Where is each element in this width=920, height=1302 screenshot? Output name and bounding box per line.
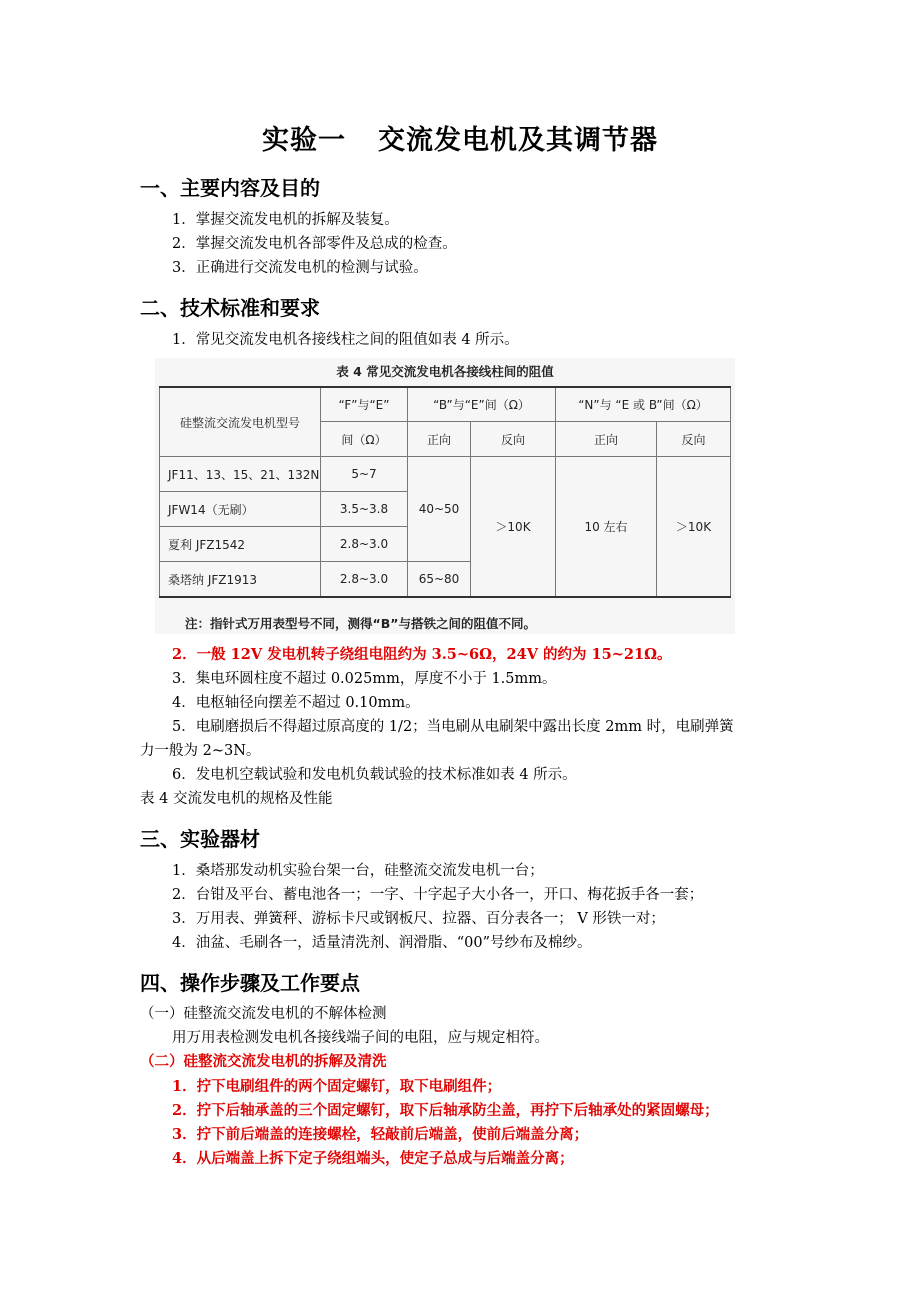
title-experiment-number: 实验一 bbox=[262, 125, 346, 156]
table-row bbox=[160, 457, 731, 492]
s4-step-2: 2．拧下后轴承盖的三个固定螺钉，取下后轴承防尘盖，再拧下后轴承处的紧固螺母； bbox=[172, 1102, 719, 1119]
table-note: 注：指针式万用表型号不同，测得“B”与搭铁之间的阻值不同。 bbox=[185, 616, 536, 631]
s3-item-4: 4．油盆、毛刷各一，适量清洗剂、润滑脂、“00”号纱布及棉纱。 bbox=[172, 935, 592, 951]
table-cell-model: JF11、13、15、21、132N bbox=[160, 457, 321, 492]
table-header-fe-1: “F”与“E” bbox=[321, 387, 408, 422]
s2-item-1: 1．常见交流发电机各接线柱之间的阻值如表 4 所示。 bbox=[172, 332, 519, 348]
table-cell-be-forward: 40~50 bbox=[408, 457, 471, 562]
table-cell-model: JFW14（无刷） bbox=[160, 492, 321, 527]
s2-item-2: 2．一般 12V 发电机转子绕组电阻约为 3.5~6Ω，24V 的约为 15~21Ω。 bbox=[172, 646, 672, 663]
s1-item-1: 1．掌握交流发电机的拆解及装复。 bbox=[172, 212, 399, 228]
page-title bbox=[0, 118, 920, 157]
section-4-heading: 四、操作步骤及工作要点 bbox=[140, 971, 360, 995]
table-header-be: “B”与“E”间（Ω） bbox=[408, 387, 556, 422]
s4-step-1: 1．拧下电刷组件的两个固定螺钉，取下电刷组件； bbox=[172, 1078, 502, 1095]
s4-step-3: 3．拧下前后端盖的连接螺栓，轻敲前后端盖，使前后端盖分离； bbox=[172, 1126, 589, 1143]
table-header-ne: “N”与 “E 或 B”间（Ω） bbox=[556, 387, 731, 422]
table-reference: 表 4 交流发电机的规格及性能 bbox=[140, 791, 333, 807]
table-cell-fe: 2.8~3.0 bbox=[321, 527, 408, 562]
table-cell-ne-reverse: ＞10K bbox=[657, 457, 731, 598]
s3-item-2: 2．台钳及平台、蓄电池各一；一字、十字起子大小各一，开口、梅花扳手各一套； bbox=[172, 887, 704, 903]
s4-subheading-1: （一）硅整流交流发电机的不解体检测 bbox=[140, 1006, 387, 1022]
s4-sub1-text: 用万用表检测发电机各接线端子间的电阻，应与规定相符。 bbox=[172, 1030, 549, 1046]
s4-subheading-2: （二）硅整流交流发电机的拆解及清洗 bbox=[140, 1053, 387, 1070]
s2-item-6: 6．发电机空载试验和发电机负载试验的技术标准如表 4 所示。 bbox=[172, 767, 577, 783]
table-cell-be-forward: 65~80 bbox=[408, 562, 471, 598]
table-cell-fe: 3.5~3.8 bbox=[321, 492, 408, 527]
table-header-model: 硅整流交流发电机型号 bbox=[160, 387, 321, 457]
s2-item-4: 4．电枢轴径向摆差不超过 0.10mm。 bbox=[172, 695, 420, 711]
table-header-ne-forward: 正向 bbox=[556, 422, 657, 457]
table-cell-ne-forward: 10 左右 bbox=[556, 457, 657, 598]
s1-item-3: 3．正确进行交流发电机的检测与试验。 bbox=[172, 260, 428, 276]
table-cell-model: 夏利 JFZ1542 bbox=[160, 527, 321, 562]
table-cell-fe: 5~7 bbox=[321, 457, 408, 492]
table-cell-model: 桑塔纳 JFZ1913 bbox=[160, 562, 321, 598]
s2-item-5-line-1: 5．电刷磨损后不得超过原高度的 1/2；当电刷从电刷架中露出长度 2mm 时，电刷弹簧 bbox=[172, 719, 734, 735]
table-cell-be-reverse: ＞10K bbox=[471, 457, 556, 598]
section-3-heading: 三、实验器材 bbox=[140, 827, 260, 851]
s2-item-5-line-2: 力一般为 2~3N。 bbox=[140, 743, 261, 759]
table-header-be-reverse: 反向 bbox=[471, 422, 556, 457]
section-2-heading: 二、技术标准和要求 bbox=[140, 296, 320, 320]
table-header-be-forward: 正向 bbox=[408, 422, 471, 457]
s2-item-3: 3．集电环圆柱度不超过 0.025mm，厚度不小于 1.5mm。 bbox=[172, 671, 557, 687]
table-header-ne-reverse: 反向 bbox=[657, 422, 731, 457]
resistance-table-image bbox=[155, 358, 735, 634]
table-caption: 表 4 常见交流发电机各接线柱间的阻值 bbox=[336, 364, 554, 379]
table-cell-fe: 2.8~3.0 bbox=[321, 562, 408, 598]
s1-item-2: 2．掌握交流发电机各部零件及总成的检查。 bbox=[172, 236, 457, 252]
section-1-heading: 一、主要内容及目的 bbox=[140, 176, 320, 200]
s3-item-3: 3．万用表、弹簧秤、游标卡尺或钢板尺、拉器、百分表各一； V 形铁一对； bbox=[172, 911, 665, 927]
s3-item-1: 1．桑塔那发动机实验台架一台，硅整流交流发电机一台； bbox=[172, 863, 544, 879]
title-subject: 交流发电机及其调节器 bbox=[378, 125, 658, 156]
table-header-fe-2: 间（Ω） bbox=[321, 422, 408, 457]
resistance-table bbox=[159, 386, 731, 598]
s4-step-4: 4．从后端盖上拆下定子绕组端头，使定子总成与后端盖分离； bbox=[172, 1150, 574, 1167]
